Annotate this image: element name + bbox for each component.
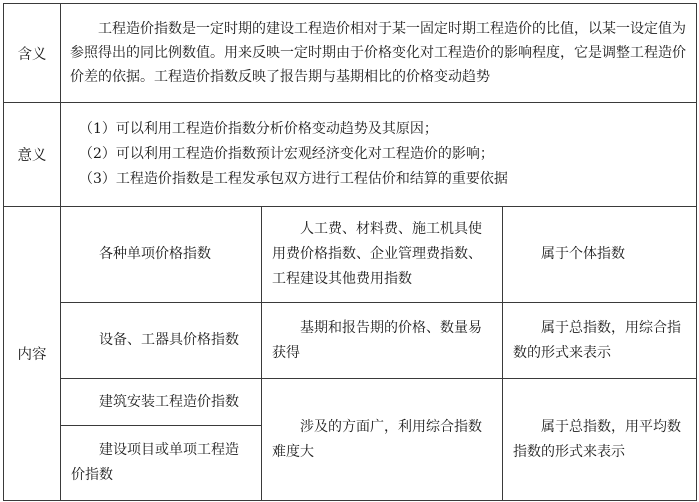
content-r2-type-cell bbox=[503, 303, 697, 379]
meaning-row bbox=[4, 4, 697, 103]
content-row-1 bbox=[4, 207, 697, 303]
content-r2-name-cell bbox=[61, 303, 262, 379]
content-r2-name: 设备、工器具价格指数 bbox=[99, 332, 239, 348]
meaning-text-cell bbox=[61, 4, 697, 103]
content-r3-desc: 涉及的方面广，利用综合指数难度大 bbox=[272, 418, 482, 460]
significance-item-2: （2）可以利用工程造价指数预计宏观经济变化对工程造价的影响； bbox=[79, 146, 494, 162]
significance-list bbox=[61, 103, 697, 207]
content-row-3 bbox=[4, 379, 697, 426]
content-r1-type-cell bbox=[503, 207, 697, 303]
meaning-label: 含义 bbox=[4, 4, 61, 103]
content-r4-name: 建设项目或单项工程造价指数 bbox=[71, 442, 239, 483]
content-row-2 bbox=[4, 303, 697, 379]
content-r2-desc: 基期和报告期的价格、数量易获得 bbox=[272, 319, 482, 361]
content-r1-name: 各种单项价格指数 bbox=[99, 246, 211, 262]
significance-item-3: （3）工程造价指数是工程发承包双方进行工程估价和结算的重要依据 bbox=[79, 171, 508, 187]
content-r3-type-cell bbox=[503, 379, 697, 501]
content-r1-name-cell bbox=[61, 207, 262, 303]
content-r4-name-cell bbox=[61, 426, 262, 501]
content-r2-type: 属于总指数，用综合指数的形式来表示 bbox=[513, 319, 681, 361]
significance-label: 意义 bbox=[4, 103, 61, 207]
content-label: 内容 bbox=[4, 207, 61, 501]
significance-item-1: （1）可以利用工程造价指数分析价格变动趋势及其原因； bbox=[79, 121, 438, 137]
content-r3-type: 属于总指数，用平均数指数的形式来表示 bbox=[513, 418, 681, 460]
significance-row bbox=[4, 103, 697, 207]
content-r3-name: 建筑安装工程造价指数 bbox=[99, 393, 239, 410]
content-r3-name-cell bbox=[61, 379, 262, 426]
content-r1-desc: 人工费、材料费、施工机具使用费价格指数、企业管理费指数、工程建设其他费用指数 bbox=[272, 221, 482, 287]
price-index-table bbox=[3, 3, 697, 501]
content-r1-type: 属于个体指数 bbox=[541, 246, 625, 262]
content-r2-desc-cell bbox=[262, 303, 503, 379]
content-r1-desc-cell bbox=[262, 207, 503, 303]
content-r3-desc-cell bbox=[262, 379, 503, 501]
meaning-text: 工程造价指数是一定时期的建设工程造价相对于某一固定时期工程造价的比值，以某一设定值为参照得出的同比例数值。用来反映一定时期由于价格变化对工程造价的影响程度，它是调整工程造价价差的依据。工程造价指数反映了报告期与基期相比的价格变动趋势 bbox=[70, 21, 687, 85]
